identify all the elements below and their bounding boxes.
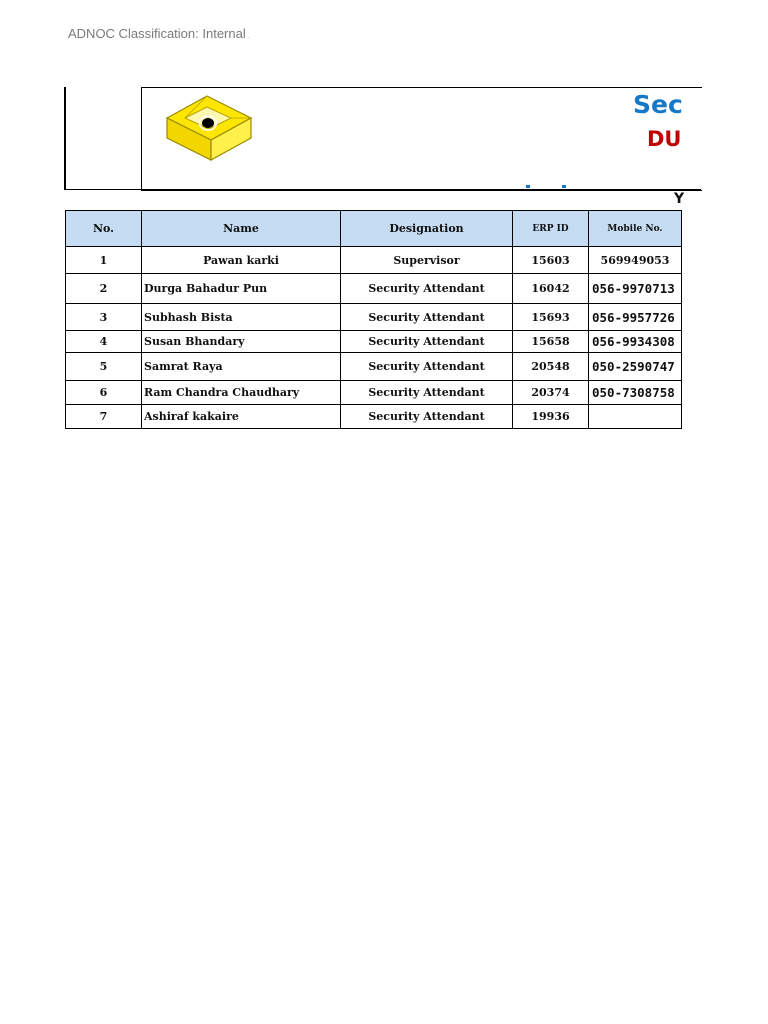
column-header-designation: Designation	[341, 211, 513, 247]
classification-marker: .	[247, 31, 250, 40]
table-row	[66, 331, 682, 353]
cell-no: 5	[66, 353, 142, 381]
cell-designation: Security Attendant	[341, 304, 513, 331]
cell-mobile: 050-7308758	[589, 381, 682, 405]
cell-name: Samrat Raya	[142, 353, 341, 381]
cell-no: 1	[66, 247, 142, 274]
left-border-line	[64, 87, 66, 190]
cell-erp-id: 20374	[513, 381, 589, 405]
cell-name: Pawan karki	[142, 247, 341, 274]
cell-no: 4	[66, 331, 142, 353]
cell-mobile: 050-2590747	[589, 353, 682, 381]
staff-table	[65, 210, 682, 429]
cell-designation: Security Attendant	[341, 331, 513, 353]
cell-no: 7	[66, 405, 142, 429]
table-row	[66, 405, 682, 429]
cell-erp-id: 15603	[513, 247, 589, 274]
cell-erp-id: 16042	[513, 274, 589, 304]
cell-erp-id: 15658	[513, 331, 589, 353]
cell-name: Durga Bahadur Pun	[142, 274, 341, 304]
column-header-no: No.	[66, 211, 142, 247]
cell-name: Subhash Bista	[142, 304, 341, 331]
cell-designation: Security Attendant	[341, 405, 513, 429]
cell-mobile: 056-9957726	[589, 304, 682, 331]
cell-no: 6	[66, 381, 142, 405]
column-header-name: Name	[142, 211, 341, 247]
table-row	[66, 381, 682, 405]
report-subtitle: DU	[647, 127, 682, 151]
header-bottom-line	[64, 189, 701, 190]
cell-no: 3	[66, 304, 142, 331]
cell-designation: Supervisor	[341, 247, 513, 274]
cell-erp-id: 20548	[513, 353, 589, 381]
clipped-text-fragment	[526, 185, 530, 188]
cell-name: Susan Bhandary	[142, 331, 341, 353]
table-row	[66, 353, 682, 381]
report-title: Sec	[633, 90, 683, 119]
cell-mobile: 569949053	[589, 247, 682, 274]
table-row	[66, 304, 682, 331]
cell-designation: Security Attendant	[341, 274, 513, 304]
column-header-erp-id: ERP ID	[513, 211, 589, 247]
clipped-text-fragment	[562, 185, 566, 188]
classification-text: ADNOC Classification: Internal	[68, 26, 246, 41]
cell-no: 2	[66, 274, 142, 304]
cell-designation: Security Attendant	[341, 381, 513, 405]
table-row	[66, 274, 682, 304]
cell-mobile: 056-9970713	[589, 274, 682, 304]
company-logo-icon	[163, 92, 253, 162]
table-row	[66, 247, 682, 274]
cell-name: Ram Chandra Chaudhary	[142, 381, 341, 405]
cell-erp-id: 19936	[513, 405, 589, 429]
report-subheading: Y	[674, 191, 685, 207]
table-header-row	[66, 211, 682, 247]
cell-name: Ashiraf kakaire	[142, 405, 341, 429]
cell-mobile	[589, 405, 682, 429]
column-header-mobile: Mobile No.	[589, 211, 682, 247]
cell-mobile: 056-9934308	[589, 331, 682, 353]
cell-erp-id: 15693	[513, 304, 589, 331]
cell-designation: Security Attendant	[341, 353, 513, 381]
